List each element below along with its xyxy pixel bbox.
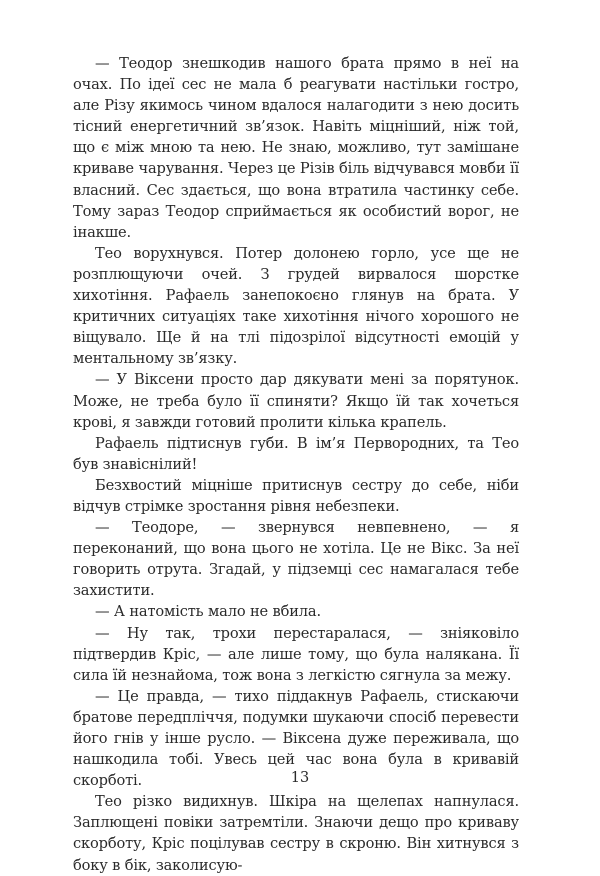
paragraph: — Ну так, трохи перестаралася, — зніяковіло підтвердив Кріс, — але лише тому, що була налякана. Її сила їй незнайома, тож вона з легкістю сягнула за межу. (73, 624, 519, 684)
paragraph: Безхвостий міцніше притиснув сестру до себе, ніби відчув стрімке зростання рівня небезпеки. (73, 476, 519, 515)
paragraph: — Теодоре, — звернувся невпевнено, — я переконаний, що вона цього не хотіла. Це не Вікс. За неї говорить отрута. Згадай, у підземці сес намагалася тебе захистити. (73, 519, 519, 600)
page-body (73, 53, 519, 876)
paragraph: — Це правда, — тихо піддакнув Рафаель, стискаючи братове передпліччя, подумки шукаючи спосіб перевести його гнів у інше русло. — Віксена дуже переживала, що нашкодила тобі. Увесь цей час вона була в кривавій скорботі. (73, 687, 519, 790)
paragraph: Тео ворухнувся. Потер долонею горло, усе ще не розплющуючи очей. З грудей вирвалося шорстке хихотіння. Рафаель занепокоєно глянув на брата. У критичних ситуаціях таке хихотіння нічого хорошого не віщувало. Ще й на тлі підозрілої відсутності емоцій у ментальному зв’язку. (73, 244, 519, 368)
page-number: 13 (290, 770, 310, 786)
paragraph: — А натомість мало не вбила. (95, 603, 321, 621)
paragraph: — Теодор знешкодив нашого брата прямо в неї на очах. По ідеї сес не мала б реагувати настільки гостро, але Різу якимось чином вдалося налагодити з нею досить тісний енергетичний зв’язок. Навіть міцніший, ніж той, що є між мною та нею. Не знаю, можливо, тут замішане криваве чарування. Через це Різів біль відчувався мовби її власний. Сес здається, що вона втратила частинку себе. Тому зараз Теодор сприймається як особистий ворог, не інакше. (73, 55, 519, 241)
paragraph: Рафаель підтиснув губи. В ім’я Первородних, та Тео був знавіснілий! (73, 434, 519, 473)
paragraph: Тео різко видихнув. Шкіра на щелепах напнулася. Заплющені повіки затремтіли. Знаючи дещо про криваву скорботу, Кріс поцілував сестру в скроню. Він хитнувся з боку в бік, заколисую- (73, 793, 519, 874)
paragraph: — У Віксени просто дар дякувати мені за порятунок. Може, не треба було її спиняти? Якщо їй так хочеться крові, я завжди готовий пролити кілька крапель. (73, 371, 519, 431)
